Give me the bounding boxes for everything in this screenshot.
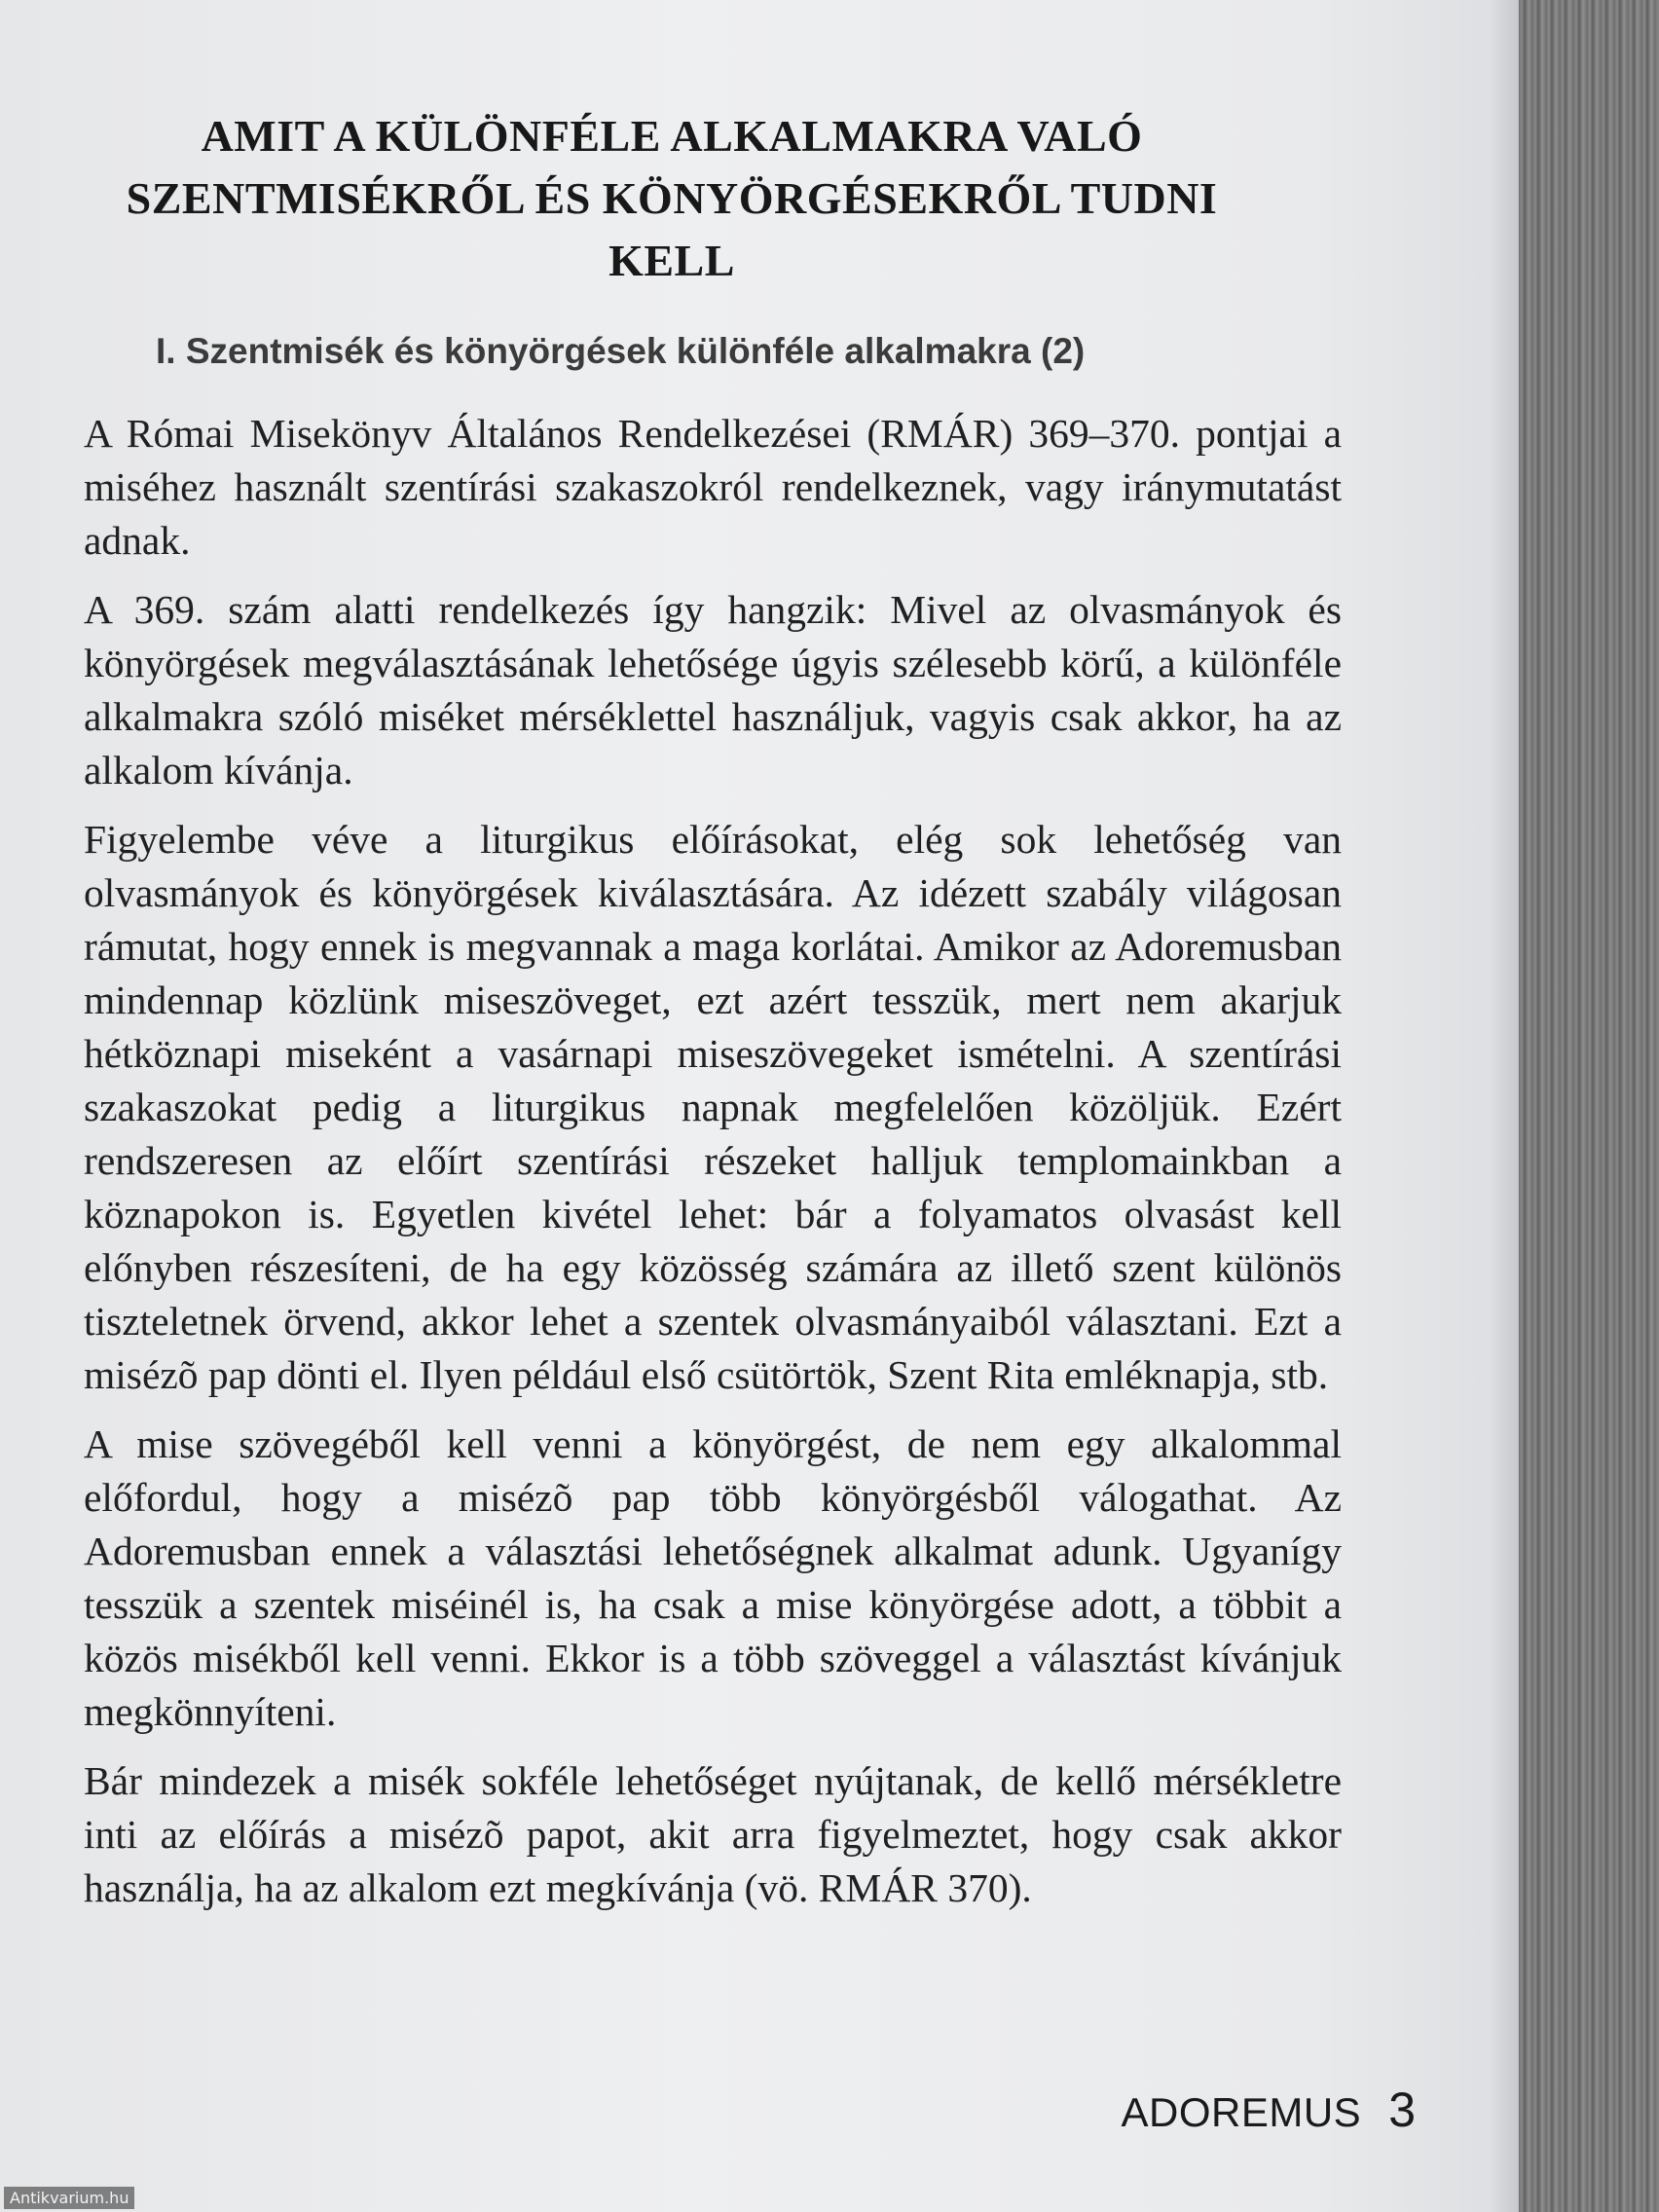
paragraph: Figyelembe véve a liturgikus előírásokat, elég sok lehetőség van olvasmányok és könyörgések kiválasztására. Az idézett szabály világosan rámutat, hogy ennek is megvannak a maga korlátai. Amikor az Adoremusban mindennap közlünk miseszöveget, ezt azért tesszük, mert nem akarjuk hétköznapi miseként a vasárnapi miseszövegeket ismételni. A szentírási szakaszokat pedig a liturgikus napnak megfelelően közöljük. Ezért rendszeresen az előírt szentírási részeket halljuk templomainkban a köznapokon is. Egyetlen kivétel lehet: bár a folyamatos olvasást kell előnyben részesíteni, de ha egy közösség számára az illető szent különös tiszteletnek örvend, akkor lehet a szentek olvasmányaiból választani. Ezt a misézõ pap dönti el. Ilyen például első csütörtök, Szent Rita emléknapja, stb. xyxy=(84,817,1342,1397)
article-body xyxy=(84,407,1342,1931)
watermark: Antikvarium.hu xyxy=(4,2187,134,2209)
paragraph: A 369. szám alatti rendelkezés így hangzik: Mivel az olvasmányok és könyörgések megválasztásának lehetősége úgyis szélesebb körű, a különféle alkalmakra szóló miséket mérséklettel használjuk, vagyis csak akkor, ha az alkalom kívánja. xyxy=(84,587,1342,793)
page-title: AMIT A KÜLÖNFÉLE ALKALMAKRA VALÓ SZENTMISÉKRŐL ÉS KÖNYÖRGÉSEKRŐL TUDNI KELL xyxy=(126,111,1218,285)
magazine-name: ADOREMUS xyxy=(1121,2089,1362,2135)
page-number: 3 xyxy=(1388,2083,1416,2137)
paragraph: A Római Misekönyv Általános Rendelkezései (RMÁR) 369–370. pontjai a miséhez használt szentírási szakaszokról rendelkeznek, vagy iránymutatást adnak. xyxy=(84,411,1342,563)
page-footer xyxy=(1121,2082,1416,2138)
section-subtitle: I. Szentmisék és könyörgések különféle alkalmakra (2) xyxy=(156,331,1086,371)
paragraph: Bár mindezek a misék sokféle lehetőséget nyújtanak, de kellő mérsékletre inti az előírás a misézõ papot, akit arra figyelmeztet, hogy csak akkor használja, ha az alkalom ezt megkívánja (vö. RMÁR 370). xyxy=(84,1758,1342,1910)
book-spine-gutter xyxy=(1519,0,1659,2212)
paragraph: A mise szövegéből kell venni a könyörgést, de nem egy alkalommal előfordul, hogy a misézõ pap több könyörgésből válogathat. Az Adoremusban ennek a választási lehetőségnek alkalmat adunk. Ugyanígy tesszük a szentek miséinél is, ha csak a mise könyörgése adott, a többit a közös misékből kell venni. Ekkor is a több szöveggel a választást kívánjuk megkönnyíteni. xyxy=(84,1421,1342,1734)
